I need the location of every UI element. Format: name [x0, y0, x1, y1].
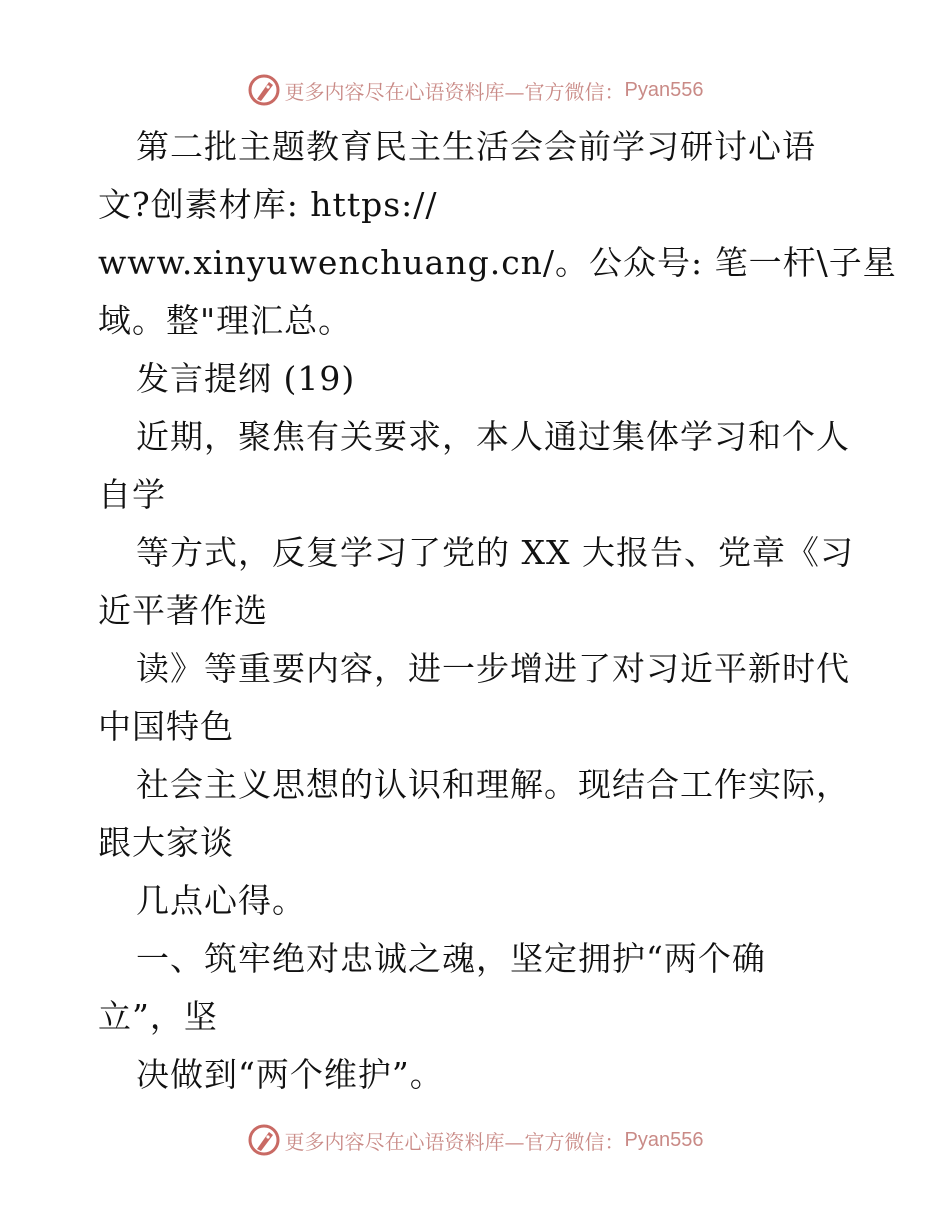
text-line: 自学 [98, 475, 166, 514]
text-line: 决做到“两个维护”。 [136, 1055, 444, 1094]
banner-text: 更多内容尽在心语资料库—官方微信： [284, 79, 625, 104]
text-line: 几点心得。 [136, 881, 306, 920]
banner-wechat-id: Pyan556 [624, 78, 704, 101]
text-line: 发言提纲 (19) [136, 359, 356, 398]
text-line: 域。整"理汇总。 [98, 301, 353, 340]
banner-text: 更多内容尽在心语资料库—官方微信： [284, 1129, 625, 1154]
text-line: 第二批主题教育民主生活会会前学习研讨心语 [136, 127, 816, 166]
pen-nib-circle-icon [247, 1123, 281, 1157]
text-line: 近期，聚焦有关要求，本人通过集体学习和个人 [136, 417, 850, 456]
text-line: 一、筑牢绝对忠诚之魂，坚定拥护“两个确 [136, 939, 766, 978]
banner-wechat-id: Pyan556 [624, 1128, 704, 1151]
text-line: 近平著作选 [98, 591, 268, 630]
text-line: 跟大家谈 [98, 823, 234, 862]
text-line: www.xinyuwenchuang.cn/。公众号: 笔一杆\子星 [98, 243, 897, 282]
header-watermark-banner [0, 70, 950, 110]
text-line: 社会主义思想的认识和理解。现结合工作实际， [136, 765, 850, 804]
text-line: 等方式，反复学习了党的 XX 大报告、党章《习 [136, 533, 854, 572]
pen-nib-circle-icon [247, 73, 281, 107]
footer-watermark-banner [0, 1120, 950, 1160]
text-line: 文?创素材库: https:// [98, 185, 438, 224]
text-line: 立”，坚 [98, 997, 218, 1036]
text-line: 读》等重要内容，进一步增进了对习近平新时代 [136, 649, 850, 688]
text-line: 中国特色 [98, 707, 234, 746]
